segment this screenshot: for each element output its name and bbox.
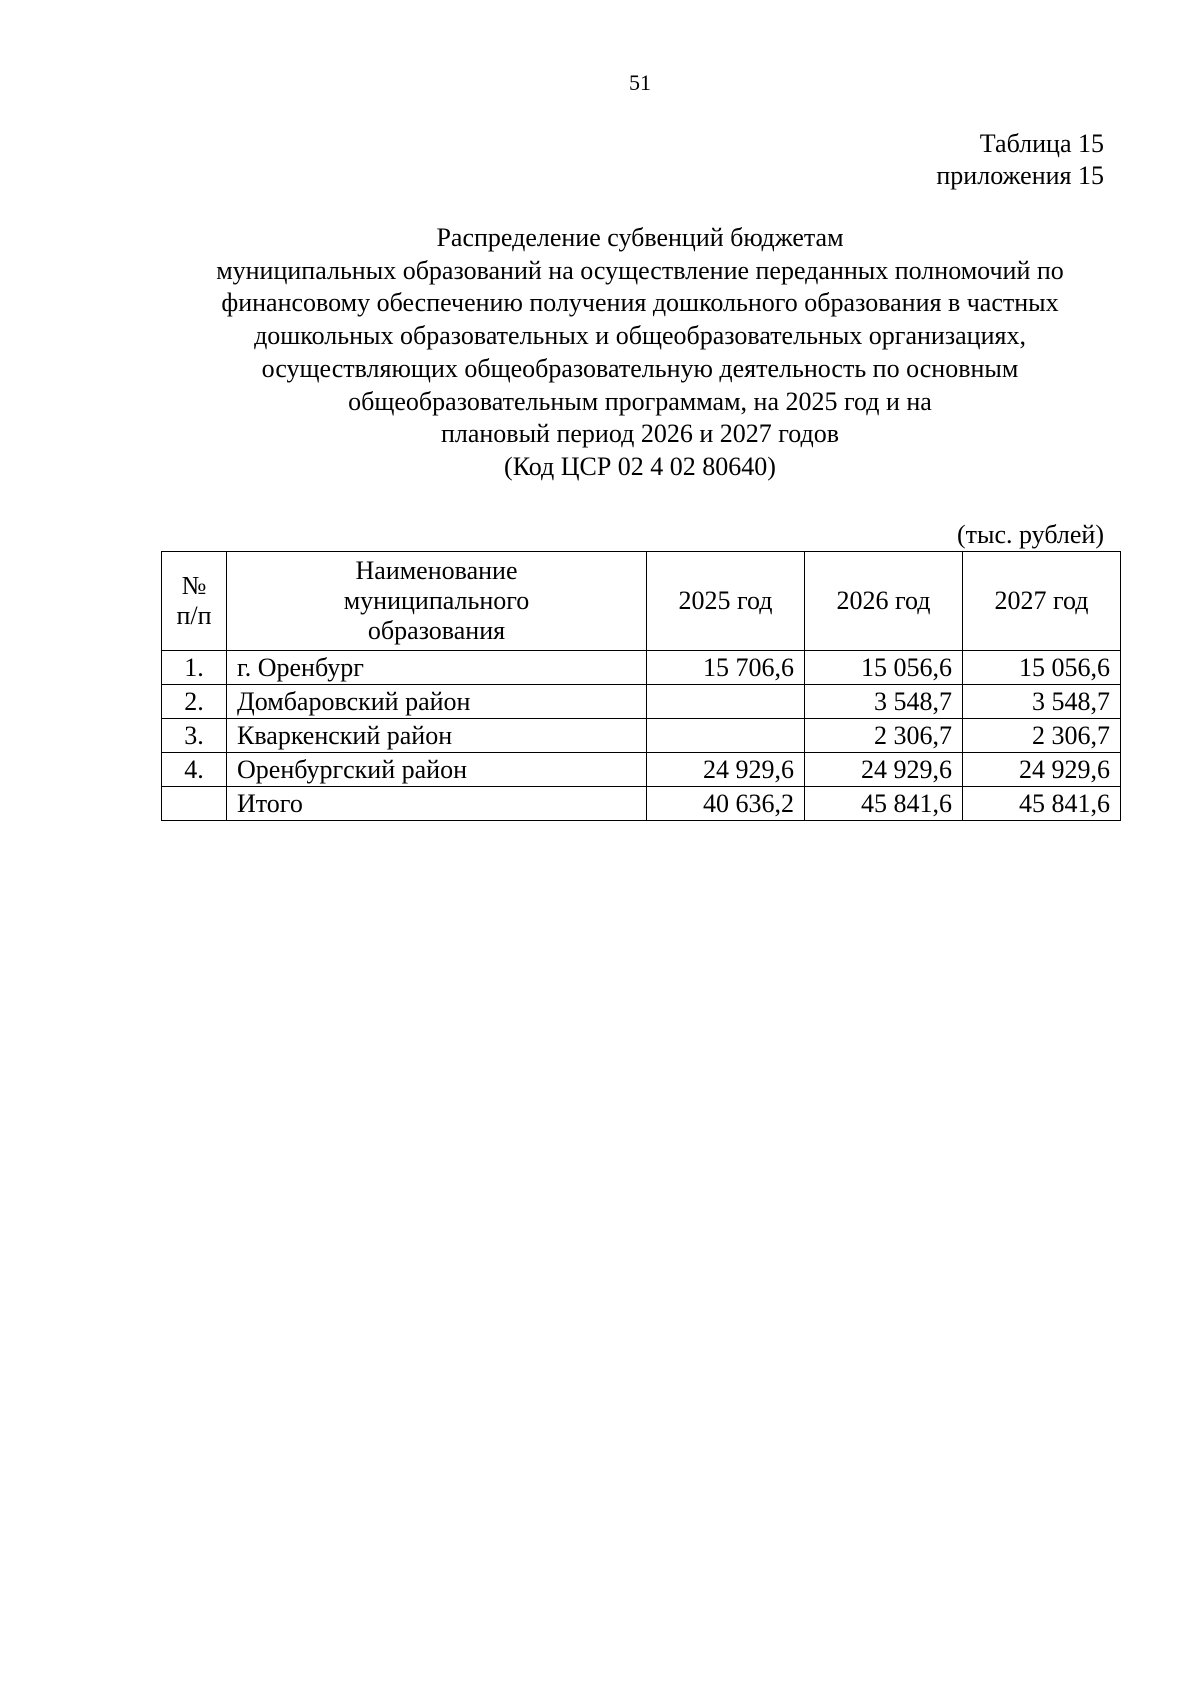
- units-label: (тыс. рублей): [956, 520, 1104, 549]
- header-number-line2: п/п: [176, 601, 212, 630]
- header-name-line2: муниципального: [343, 586, 530, 615]
- title-line: общеобразовательным программам, на 2025 год и на: [348, 386, 932, 416]
- header-2027: 2027 год: [963, 552, 1121, 651]
- title-line: (Код ЦСР 02 4 02 80640): [504, 451, 776, 481]
- table-ref-line1: Таблица 15: [979, 129, 1104, 158]
- row-number: 4.: [162, 753, 227, 787]
- row-value-2025: [647, 719, 805, 753]
- header-2026: 2026 год: [805, 552, 963, 651]
- header-2025: 2025 год: [647, 552, 805, 651]
- row-value-2027: 24 929,6: [963, 753, 1121, 787]
- row-number: 2.: [162, 685, 227, 719]
- page-number: 51: [629, 70, 651, 95]
- total-label: Итого: [227, 787, 647, 821]
- table-header-row: [162, 552, 1121, 651]
- title-line: Распределение субвенций бюджетам: [436, 223, 844, 252]
- row-number: 1.: [162, 651, 227, 685]
- document-title: [150, 222, 1130, 484]
- table-total-row: [162, 787, 1121, 821]
- total-number: [162, 787, 227, 821]
- row-value-2026: 24 929,6: [805, 753, 963, 787]
- row-value-2026: 3 548,7: [805, 685, 963, 719]
- subventions-table: [161, 551, 1121, 821]
- row-value-2027: 2 306,7: [963, 719, 1121, 753]
- header-name: [227, 552, 647, 651]
- header-name-line1: Наименование: [355, 556, 518, 585]
- header-name-line3: образования: [367, 616, 506, 645]
- row-name: г. Оренбург: [227, 651, 647, 685]
- title-line: финансовому обеспечению получения дошкольного образования в частных: [221, 288, 1059, 318]
- total-value-2027: 45 841,6: [963, 787, 1121, 821]
- row-value-2026: 15 056,6: [805, 651, 963, 685]
- table-row: [162, 719, 1121, 753]
- row-name: Домбаровский район: [227, 685, 647, 719]
- row-value-2026: 2 306,7: [805, 719, 963, 753]
- row-name: Кваркенский район: [227, 719, 647, 753]
- row-value-2027: 15 056,6: [963, 651, 1121, 685]
- row-value-2027: 3 548,7: [963, 685, 1121, 719]
- row-value-2025: 15 706,6: [647, 651, 805, 685]
- row-name: Оренбургский район: [227, 753, 647, 787]
- table-row: [162, 651, 1121, 685]
- title-line: плановый период 2026 и 2027 годов: [440, 419, 840, 449]
- title-line: осуществляющих общеобразовательную деятельность по основным: [261, 353, 1019, 383]
- row-value-2025: 24 929,6: [647, 753, 805, 787]
- title-line: муниципальных образований на осуществление переданных полномочий по: [216, 255, 1064, 285]
- table-row: [162, 753, 1121, 787]
- row-value-2025: [647, 685, 805, 719]
- total-value-2026: 45 841,6: [805, 787, 963, 821]
- title-line: дошкольных образовательных и общеобразовательных организациях,: [254, 321, 1026, 351]
- total-value-2025: 40 636,2: [647, 787, 805, 821]
- table-ref-line2: приложения 15: [936, 161, 1104, 190]
- header-number-line1: №: [181, 571, 207, 600]
- table-reference: [936, 128, 1104, 192]
- header-number: [162, 552, 227, 651]
- table-row: [162, 685, 1121, 719]
- row-number: 3.: [162, 719, 227, 753]
